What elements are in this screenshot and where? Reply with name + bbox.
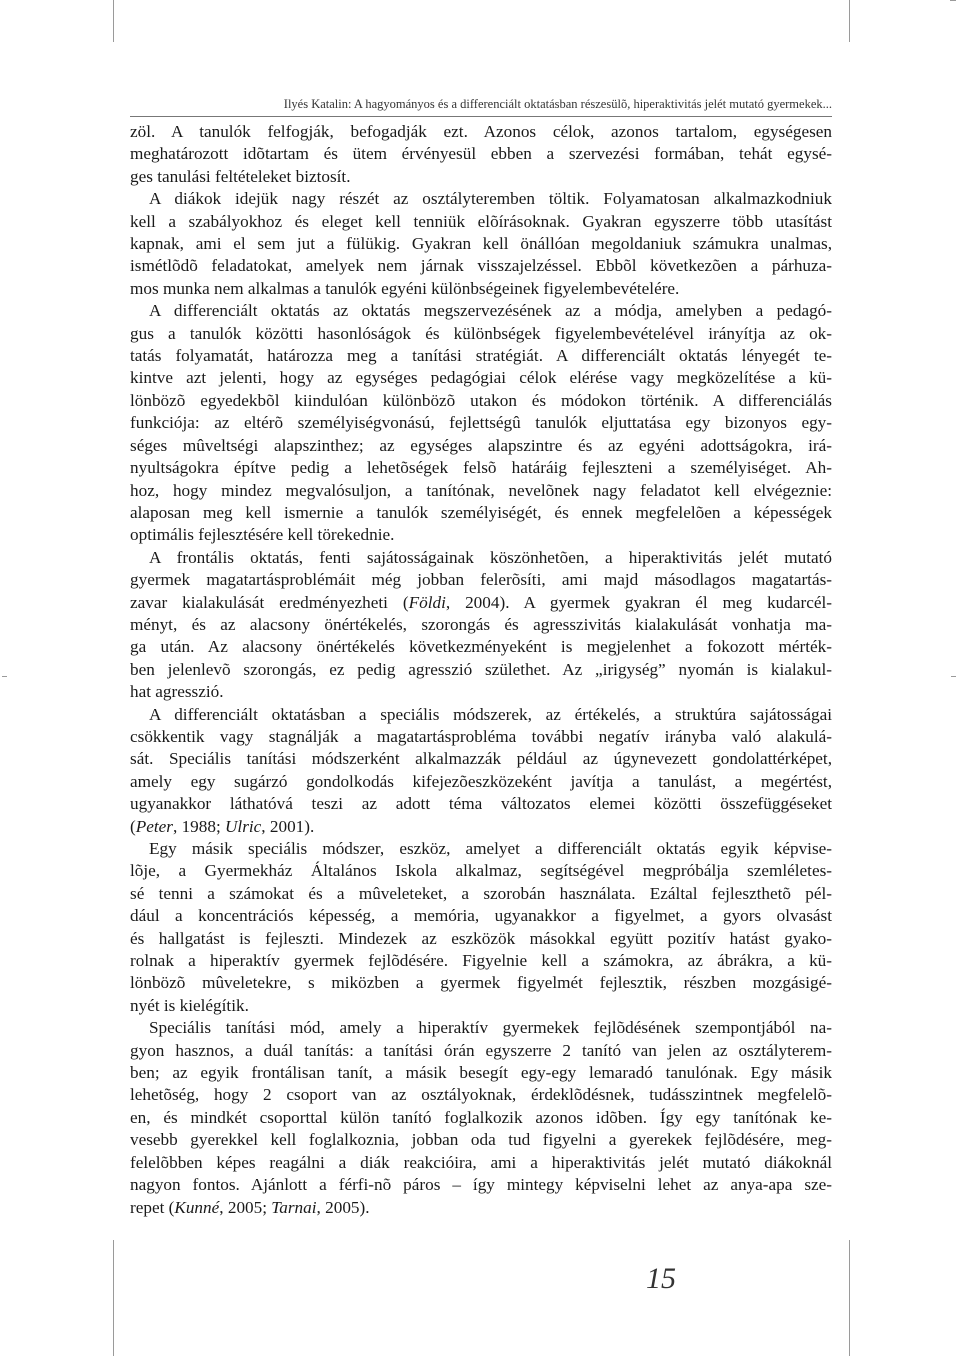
text-line: kell a szabályokhoz és eleget kell tenniük elõírásoknak. Gyakran egyszerre több utasítást [130,211,832,231]
paragraph [130,704,832,838]
text-line: zöl. A tanulók felfogják, befogadják ezt. Azonos célok, azonos tartalom, egységesen [130,122,832,141]
text-line: optimális fejlesztésére kell törekednie. [130,525,395,545]
text-line: amely egy sugárzó gondolkodás kifejezõeszközeként javítja a tanulást, a megértést, [130,771,832,791]
text-line: lehetõség, hogy 2 csoport van az osztályoknak, érdeklõdésnek, tudásszintnek megfelelõ- [130,1085,832,1105]
text-line: rolnak a hiperaktív gyermek fejlõdésére. Figyelnie kell a számokra, az ábrákra, a kü- [130,951,832,971]
text-line: és hallgatást is fejleszti. Mindezek az eszközök másokkal együtt pozitív hatást gyako- [130,928,832,948]
text-line: ismétlõdõ feladatokat, amelyek nem járnak visszajelzéssel. Ebbõl következõen a párhuza- [130,256,832,276]
text-line: tatás folyamatát, határozza meg a tanítási stratégiát. A differenciált oktatás lényegét te- [130,346,832,366]
paragraph [130,121,832,188]
running-header: Ilyés Katalin: A hagyományos és a differenciált oktatásban részesülõ, hiperaktivitás jelét mutató gyermekek... [283,97,832,111]
text-line: hoz, hogy mindez megvalósuljon, a tanítónak, nevelõnek nagy feladatot kell elvégeznie: [130,480,832,500]
text-line: felelõbben képes reagálni a diák reakcióira, ami a hiperaktivitás jelét mutató diákoknál [130,1152,832,1172]
page-number: 15 [646,1262,676,1295]
paragraph [130,188,832,300]
text-line: ga után. Az alacsony önértékelés következményeként is megjelenhet a fokozott mérték- [130,637,832,657]
text-line: zavar kialakulását eredményezheti (Földi, 2004). A gyermek gyakran él meg kudarcél- [130,592,832,612]
text-line: csökkentik vagy stagnálják a magatartásprobléma további negatív irányba való alakulá- [130,726,832,746]
text-line: ugyanakkor láthatóvá teszi az adott téma változatos elemei közötti összefüggéseket [130,794,832,814]
body-text [130,121,832,1219]
text-line: (Peter, 1988; Ulric, 2001). [130,816,315,836]
text-line: gus a tanulók közötti hasonlóságok és különbségek figyelembevételével irányítja az ok- [130,323,832,343]
header-rule [130,116,832,117]
text-line: ges tanulási feltételeket biztosít. [130,166,351,186]
text-line: meghatározott idõtartam és ütem érvényesül ebben a szervezési formában, tehát egysé- [130,144,832,164]
text-line: ményt, és az alacsony önértékelés, szorongás és agresszivitás kialakulását vonhatja ma- [130,614,832,634]
text-line: nyét is kielégítik. [130,995,249,1015]
paragraph [130,547,832,704]
text-line: ben jelenlevõ szorongás, ez pedig agresszió születhet. Az „irigység” nyomán is kialakul- [130,659,832,679]
text-line: A differenciált oktatás az oktatás megszervezésének az a módja, amelyben a pedagó- [149,301,832,321]
paragraph [130,1017,832,1219]
text-line: ben; az egyik frontálisan tanít, a másik besegít egy-egy lemaradó tanulónak. Egy másik [130,1063,832,1083]
paragraph [130,300,832,546]
crop-mark-corner-right [950,0,956,1]
crop-mark-mid-left [2,676,7,677]
text-line: A frontális oktatás, fenti sajátosságainak köszönhetõen, a hiperaktivitás jelét mutató [149,547,832,567]
text-line: mos munka nem alkalmas a tanulók egyéni különbségeinek figyelembevételére. [130,278,680,298]
text-line: sé tenni a számokat és a mûveleteket, a szorobán használata. Ezáltal fejleszthetõ pél- [130,883,832,903]
text-line: kapnak, ami el sem jut a fülükig. Gyakran kell önállóan megoldaniuk számukra unalmas, [130,234,832,254]
text-line: Egy másik speciális módszer, eszköz, amelyet a differenciált oktatás egyik képvise- [149,839,832,858]
text-line: gyon hasznos, a duál tanítás: a tanítási órán egyszerre 2 tanító van jelen az osztályterem- [130,1040,832,1060]
crop-mark-mid-right [951,676,956,677]
text-line: Speciális tanítási mód, amely a hiperaktív gyermekek fejlõdésének szempontjából na- [149,1018,832,1038]
text-line: A differenciált oktatásban a speciális módszerek, az értékelés, a struktúra sajátosságai [149,704,832,724]
text-line: nyultságokra építve pedig a lehetõségek felsõ határáig fejleszteni a személyiséget. Ah- [130,458,832,478]
text-line: séges mûveltségi alapszinthez; az egységes alapszintre és az egyéni adottságokra, irá- [130,435,832,455]
text-line: kintve azt jelenti, hogy az egységes pedagógiai célok elérése vagy megközelítése a kü- [130,368,832,388]
text-line: en, és mindkét csoporttal külön tanító foglalkozik azonos idõben. Így egy tanítónak ke- [130,1107,832,1127]
crop-mark-top-left [113,0,114,42]
text-line: gyermek magatartásproblémáit még jobban felerõsíti, ami majd másodlagos magatartás- [130,570,832,590]
paragraph [130,838,832,1017]
text-line: funkciója: az eltérõ személyiségvonású, fejlettségû tanulók eljuttatása egy bizonyos egy- [130,413,832,433]
text-line: lönbözõ mûveletekre, s miközben a gyermek figyelmét fejlesztik, részben mozgásigé- [130,973,832,993]
text-line: lõje, a Gyermekház Általános Iskola alkalmaz, segítségével megpróbálja szemléletes- [130,861,832,881]
text-line: nagyon fontos. Ajánlott a férfi-nõ páros – így mintegy képviselni lehet az anya-apa sze- [130,1175,832,1195]
crop-mark-bottom-right [849,1240,850,1356]
text-line: alaposan meg kell ismernie a tanulók személyiségét, és ennek megfelelõen a képességek [130,502,832,522]
text-line: hat agresszió. [130,682,224,702]
text-line: vesebb gyerekkel kell foglalkoznia, jobban oda tud figyelni a gyerekek fejlõdésére, meg- [130,1130,832,1150]
crop-mark-top-right [849,0,850,42]
text-line: lönbözõ egyedekbõl kiindulóan különbözõ utakon és módokon történik. A differenciálás [130,390,832,410]
crop-mark-bottom-left [113,1240,114,1356]
text-line: dául a koncentrációs képesség, a memória, ugyanakkor a figyelmet, a gyors olvasást [130,906,832,926]
text-line: repet (Kunné, 2005; Tarnai, 2005). [130,1197,370,1217]
text-line: sát. Speciális tanítási módszerként alkalmazzák például az úgynevezett gondolattérképet, [130,749,832,769]
text-line: A diákok idejük nagy részét az osztályteremben töltik. Folyamatosan alkalmazkodniuk [149,189,832,209]
